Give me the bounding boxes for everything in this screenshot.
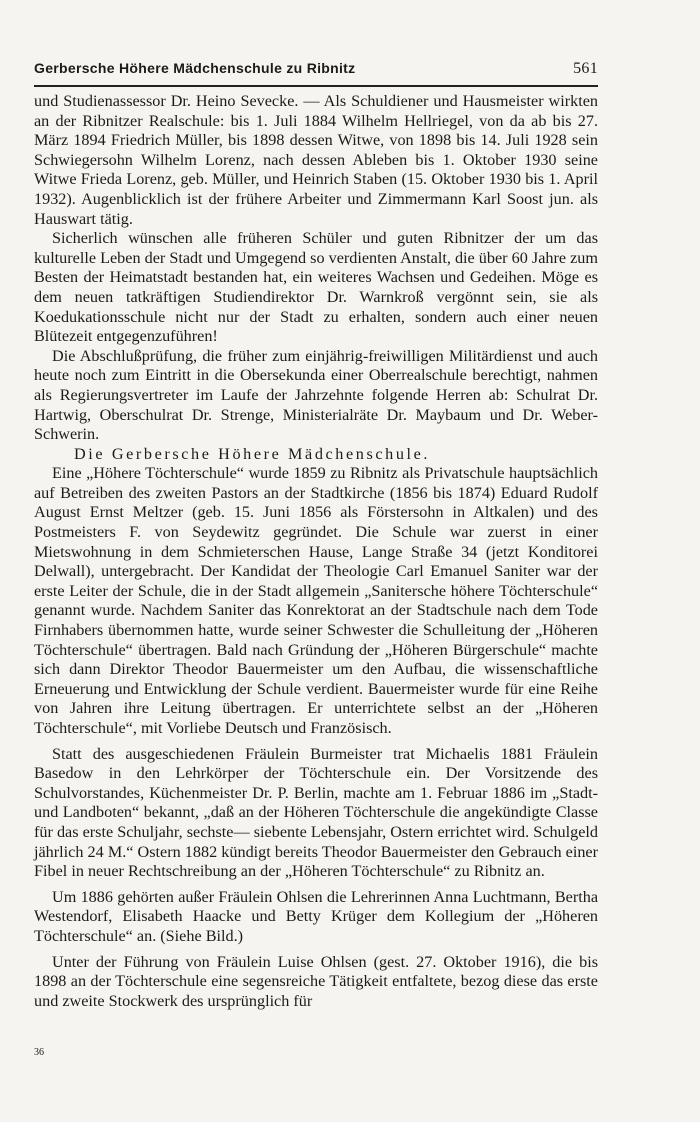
paragraph: Unter der Führung von Fräulein Luise Ohlsen (gest. 27. Oktober 1916), die bis 1898 an der Töchterschule eine segensreiche Tätigkeit entfaltete, bezog diese das erste und zweite Stockwerk des ursprünglich für [34,952,598,1010]
paragraph: Um 1886 gehörten außer Fräulein Ohlsen die Lehrerinnen Anna Luchtmann, Bertha Westendorf, Elisabeth Haacke und Betty Krüger dem Kollegium der „Höheren Töchterschule“ an. (Siehe Bild.) [34,887,598,945]
paragraph: Eine „Höhere Töchterschule“ wurde 1859 zu Ribnitz als Privatschule hauptsächlich auf Betreiben des zweiten Pastors an der Stadtkirche (1856 bis 1874) Eduard Rudolf August Ernst Meltzer (geb. 15. Juni 1856 als Förstersohn in Altkalen) und des Postmeisters F. von Seydewitz gegründet. Die Schule war zuerst in einer Mietswohnung in dem Schmieterschen Hause, Lange Straße 34 (jetzt Konditorei Delwall), untergebracht. Der Kandidat der Theologie Carl Emanuel Saniter war der erste Leiter der Schule, die in der Stadt allgemein „Sanitersche höhere Töchterschule“ genannt wurde. Nachdem Saniter das Konrektorat an der Stadtschule nach dem Tode Firnhabers übernommen hatte, wurde seiner Schwester die Schulleitung der „Höheren Töchterschule“ übertragen. Bald nach Gründung der „Höheren Bürgerschule“ machte sich dann Direktor Theodor Bauermeister um den Aufbau, die wissenschaftliche Erneuerung und Entwicklung der Schule verdient. Bauermeister wurde für eine Reihe von Jahren ihre Leitung übertragen. Er unterrichtete selbst an der „Höheren Töchterschule“, mit Vorliebe Deutsch und Französisch. [34,464,598,737]
paragraph: und Studienassessor Dr. Heino Sevecke. — Als Schuldiener und Hausmeister wirkten an der Ribnitzer Realschule: bis 1. Juli 1884 Wilhelm Hellriegel, von da ab bis 27. März 1894 Friedrich Müller, bis 1898 dessen Witwe, von 1898 bis 14. Juli 1928 sein Schwiegersohn Wilhelm Lorenz, nach dessen Ableben bis 1. Oktober 1930 seine Witwe Frieda Lorenz, geb. Müller, und Heinrich Staben (15. Oktober 1930 bis 1. April 1932). Augenblicklich ist der frühere Arbeiter und Zimmermann Karl Soost jun. als Hauswart tätig. [34,92,598,228]
signature-mark: 36 [34,1047,44,1058]
header-rule [34,85,598,87]
running-head [34,60,598,78]
paragraph: Die Abschlußprüfung, die früher zum einjährig-freiwilligen Militärdienst und auch heute noch zum Eintritt in die Obersekunda einer Oberrealschule berechtigt, nahmen als Regierungsvertreter im Laufe der Jahrzehnte folgende Herren ab: Schulrat Dr. Hartwig, Oberschulrat Dr. Strenge, Ministerialräte Dr. Maybaum und Dr. Weber-Schwerin. [34,346,598,444]
paragraph: Sicherlich wünschen alle früheren Schüler und guten Ribnitzer der um das kulturelle Leben der Stadt und Umgegend so verdienten Anstalt, die über 60 Jahre zum Besten der Heimatstadt bestanden hat, ein weiteres Wachsen und Gedeihen. Möge es dem neuen tatkräftigen Studiendirektor Dr. Warnkroß vergönnt sein, sie als Koedukationsschule nicht nur der Stadt zu erhalten, sondern auch einer neuen Blütezeit entgegenzuführen! [34,229,598,346]
body-text [34,92,598,1011]
page-number: 561 [573,60,598,77]
paragraph: Statt des ausgeschiedenen Fräulein Burmeister trat Michaelis 1881 Fräulein Basedow in den Lehrkörper der Töchterschule ein. Der Vorsitzende des Schulvorstandes, Küchenmeister Dr. P. Berlin, machte am 1. Februar 1886 im „Stadt- und Landboten“ bekannt, „daß an der Höheren Töchterschule die angekündigte Classe für das erste Schuljahr, sechste— siebente Lebensjahr, Ostern errichtet wird. Schulgeld jährlich 24 M.“ Ostern 1882 kündigt bereits Theodor Bauermeister den Gebrauch einer Fibel in neuer Rechtschreibung an der „Höheren Töchterschule“ zu Ribnitz an. [34,744,598,881]
running-title: Gerbersche Höhere Mädchenschule zu Ribnitz [34,60,356,76]
section-heading: Die Gerbersche Höhere Mädchenschule. [74,444,431,463]
